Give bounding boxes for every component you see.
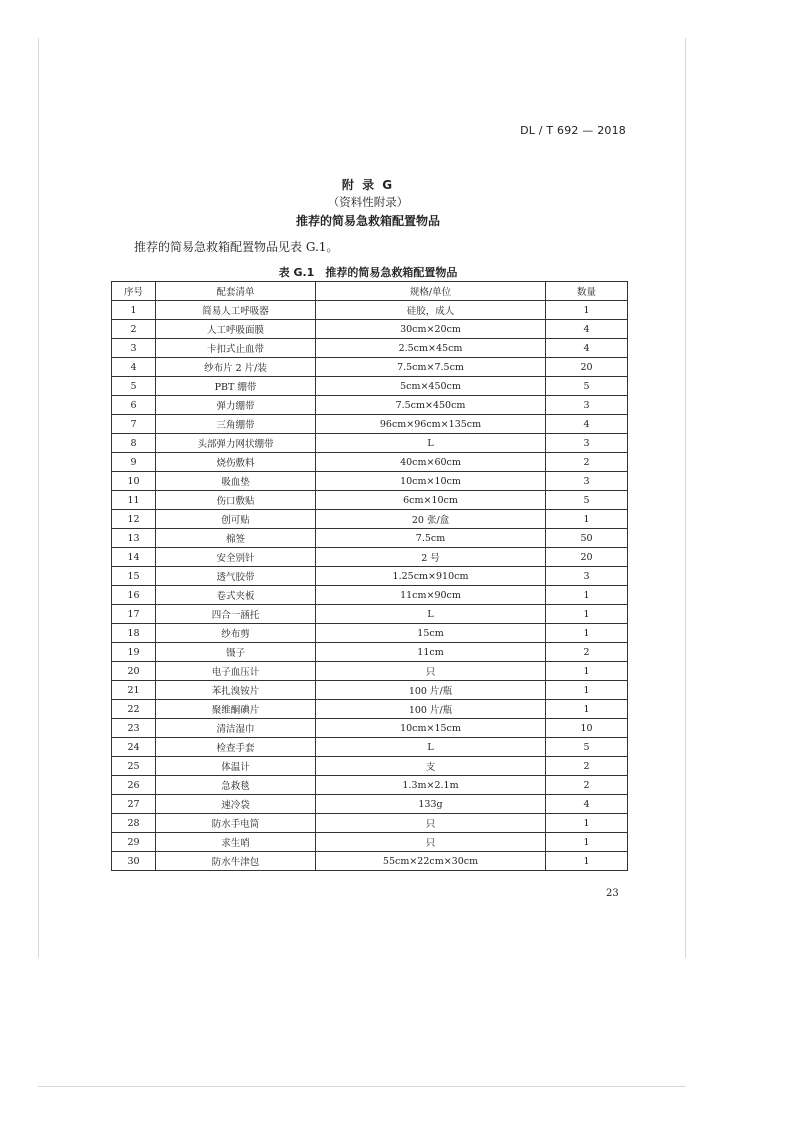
row-quantity: 5: [546, 738, 628, 757]
table-row: [112, 719, 628, 738]
page-border-bottom: [38, 1086, 686, 1087]
row-quantity: 3: [546, 472, 628, 491]
row-quantity: 1: [546, 586, 628, 605]
row-index: 22: [112, 700, 156, 719]
row-quantity: 5: [546, 491, 628, 510]
row-index: 30: [112, 852, 156, 871]
row-item: 创可贴: [156, 510, 316, 529]
row-spec: 只: [316, 833, 546, 852]
row-item: 纱布片 2 片/装: [156, 358, 316, 377]
row-item: 防水手电筒: [156, 814, 316, 833]
row-quantity: 1: [546, 852, 628, 871]
row-index: 5: [112, 377, 156, 396]
row-item: 聚维酮碘片: [156, 700, 316, 719]
row-quantity: 1: [546, 605, 628, 624]
table-row: [112, 586, 628, 605]
row-spec: 支: [316, 757, 546, 776]
row-spec: 133g: [316, 795, 546, 814]
page-number: 23: [606, 888, 619, 899]
row-item: 人工呼吸面膜: [156, 320, 316, 339]
intro-paragraph: 推荐的简易急救箱配置物品见表 G.1。: [134, 240, 339, 254]
table-row: [112, 662, 628, 681]
row-spec: 1.3m×2.1m: [316, 776, 546, 795]
header-item: 配套清单: [156, 282, 316, 301]
row-spec: L: [316, 738, 546, 757]
row-spec: 55cm×22cm×30cm: [316, 852, 546, 871]
table-row: [112, 377, 628, 396]
row-item: 电子血压计: [156, 662, 316, 681]
row-quantity: 4: [546, 795, 628, 814]
row-item: 安全别针: [156, 548, 316, 567]
table-row: [112, 396, 628, 415]
table-row: [112, 795, 628, 814]
row-spec: 40cm×60cm: [316, 453, 546, 472]
row-quantity: 1: [546, 814, 628, 833]
table-body: [112, 301, 628, 871]
row-quantity: 20: [546, 358, 628, 377]
row-item: 防水牛津包: [156, 852, 316, 871]
table-caption: 表 G.1 推荐的简易急救箱配置物品: [278, 266, 458, 279]
row-spec: 11cm×90cm: [316, 586, 546, 605]
row-quantity: 2: [546, 453, 628, 472]
row-quantity: 3: [546, 396, 628, 415]
header-index: 序号: [112, 282, 156, 301]
row-quantity: 2: [546, 643, 628, 662]
row-index: 29: [112, 833, 156, 852]
row-quantity: 1: [546, 700, 628, 719]
table-header-row: [112, 282, 628, 301]
row-index: 17: [112, 605, 156, 624]
table-row: [112, 624, 628, 643]
row-index: 4: [112, 358, 156, 377]
row-item: 烧伤敷料: [156, 453, 316, 472]
row-index: 18: [112, 624, 156, 643]
row-quantity: 3: [546, 567, 628, 586]
row-item: 四合一涵托: [156, 605, 316, 624]
row-spec: 10cm×10cm: [316, 472, 546, 491]
row-spec: 30cm×20cm: [316, 320, 546, 339]
row-index: 2: [112, 320, 156, 339]
row-spec: 硅胶，成人: [316, 301, 546, 320]
table-row: [112, 643, 628, 662]
row-quantity: 1: [546, 624, 628, 643]
row-spec: 15cm: [316, 624, 546, 643]
row-spec: 1.25cm×910cm: [316, 567, 546, 586]
row-index: 8: [112, 434, 156, 453]
standard-number: DL / T 692 — 2018: [520, 124, 626, 137]
row-quantity: 1: [546, 833, 628, 852]
row-index: 15: [112, 567, 156, 586]
row-index: 23: [112, 719, 156, 738]
row-quantity: 1: [546, 301, 628, 320]
row-spec: 只: [316, 814, 546, 833]
row-spec: 7.5cm: [316, 529, 546, 548]
row-index: 3: [112, 339, 156, 358]
row-quantity: 1: [546, 681, 628, 700]
row-spec: L: [316, 434, 546, 453]
row-quantity: 4: [546, 415, 628, 434]
appendix-heading: 推荐的简易急救箱配置物品: [295, 214, 440, 228]
row-index: 10: [112, 472, 156, 491]
row-item: 镊子: [156, 643, 316, 662]
table-row: [112, 453, 628, 472]
row-quantity: 20: [546, 548, 628, 567]
table-row: [112, 415, 628, 434]
row-index: 1: [112, 301, 156, 320]
row-spec: L: [316, 605, 546, 624]
row-quantity: 4: [546, 339, 628, 358]
row-quantity: 2: [546, 776, 628, 795]
row-index: 12: [112, 510, 156, 529]
table-row: [112, 605, 628, 624]
row-index: 20: [112, 662, 156, 681]
row-index: 27: [112, 795, 156, 814]
header-spec: 规格/单位: [316, 282, 546, 301]
table-row: [112, 757, 628, 776]
row-spec: 100 片/瓶: [316, 700, 546, 719]
row-item: 急救毯: [156, 776, 316, 795]
table-row: [112, 510, 628, 529]
appendix-subtitle: （资料性附录）: [327, 195, 409, 209]
row-spec: 96cm×96cm×135cm: [316, 415, 546, 434]
table-row: [112, 548, 628, 567]
row-quantity: 50: [546, 529, 628, 548]
row-quantity: 1: [546, 662, 628, 681]
row-item: 苯扎溴铵片: [156, 681, 316, 700]
table-row: [112, 491, 628, 510]
row-quantity: 3: [546, 434, 628, 453]
row-item: 卷式夹板: [156, 586, 316, 605]
row-index: 21: [112, 681, 156, 700]
row-spec: 100 片/瓶: [316, 681, 546, 700]
table-row: [112, 320, 628, 339]
table-row: [112, 529, 628, 548]
row-spec: 只: [316, 662, 546, 681]
row-item: 纱布剪: [156, 624, 316, 643]
row-spec: 2 号: [316, 548, 546, 567]
row-index: 14: [112, 548, 156, 567]
row-spec: 6cm×10cm: [316, 491, 546, 510]
row-index: 26: [112, 776, 156, 795]
table-row: [112, 358, 628, 377]
row-spec: 5cm×450cm: [316, 377, 546, 396]
row-item: 棉签: [156, 529, 316, 548]
table-row: [112, 681, 628, 700]
row-item: 弹力绷带: [156, 396, 316, 415]
row-index: 7: [112, 415, 156, 434]
header-quantity: 数量: [546, 282, 628, 301]
row-spec: 11cm: [316, 643, 546, 662]
row-item: 伤口敷贴: [156, 491, 316, 510]
table-row: [112, 339, 628, 358]
row-item: PBT 绷带: [156, 377, 316, 396]
row-item: 体温计: [156, 757, 316, 776]
row-item: 速冷袋: [156, 795, 316, 814]
row-item: 头部弹力网状绷带: [156, 434, 316, 453]
row-spec: 10cm×15cm: [316, 719, 546, 738]
row-index: 19: [112, 643, 156, 662]
row-item: 检查手套: [156, 738, 316, 757]
table-row: [112, 833, 628, 852]
table-row: [112, 567, 628, 586]
row-index: 9: [112, 453, 156, 472]
row-spec: 7.5cm×450cm: [316, 396, 546, 415]
row-index: 28: [112, 814, 156, 833]
table-row: [112, 814, 628, 833]
row-quantity: 4: [546, 320, 628, 339]
row-item: 三角绷带: [156, 415, 316, 434]
row-index: 6: [112, 396, 156, 415]
row-index: 16: [112, 586, 156, 605]
appendix-title: 附 录 G: [341, 178, 395, 192]
items-table: [111, 281, 628, 871]
row-quantity: 2: [546, 757, 628, 776]
table-row: [112, 852, 628, 871]
row-index: 13: [112, 529, 156, 548]
row-quantity: 10: [546, 719, 628, 738]
row-item: 清洁湿巾: [156, 719, 316, 738]
row-index: 25: [112, 757, 156, 776]
row-spec: 2.5cm×45cm: [316, 339, 546, 358]
row-item: 求生哨: [156, 833, 316, 852]
row-spec: 20 张/盒: [316, 510, 546, 529]
row-index: 24: [112, 738, 156, 757]
table-row: [112, 434, 628, 453]
table-row: [112, 738, 628, 757]
table-row: [112, 776, 628, 795]
row-quantity: 1: [546, 510, 628, 529]
table-row: [112, 700, 628, 719]
row-item: 透气胶带: [156, 567, 316, 586]
row-index: 11: [112, 491, 156, 510]
table-row: [112, 472, 628, 491]
row-quantity: 5: [546, 377, 628, 396]
row-item: 卡扣式止血带: [156, 339, 316, 358]
row-item: 简易人工呼吸器: [156, 301, 316, 320]
row-spec: 7.5cm×7.5cm: [316, 358, 546, 377]
row-item: 吸血垫: [156, 472, 316, 491]
table-row: [112, 301, 628, 320]
